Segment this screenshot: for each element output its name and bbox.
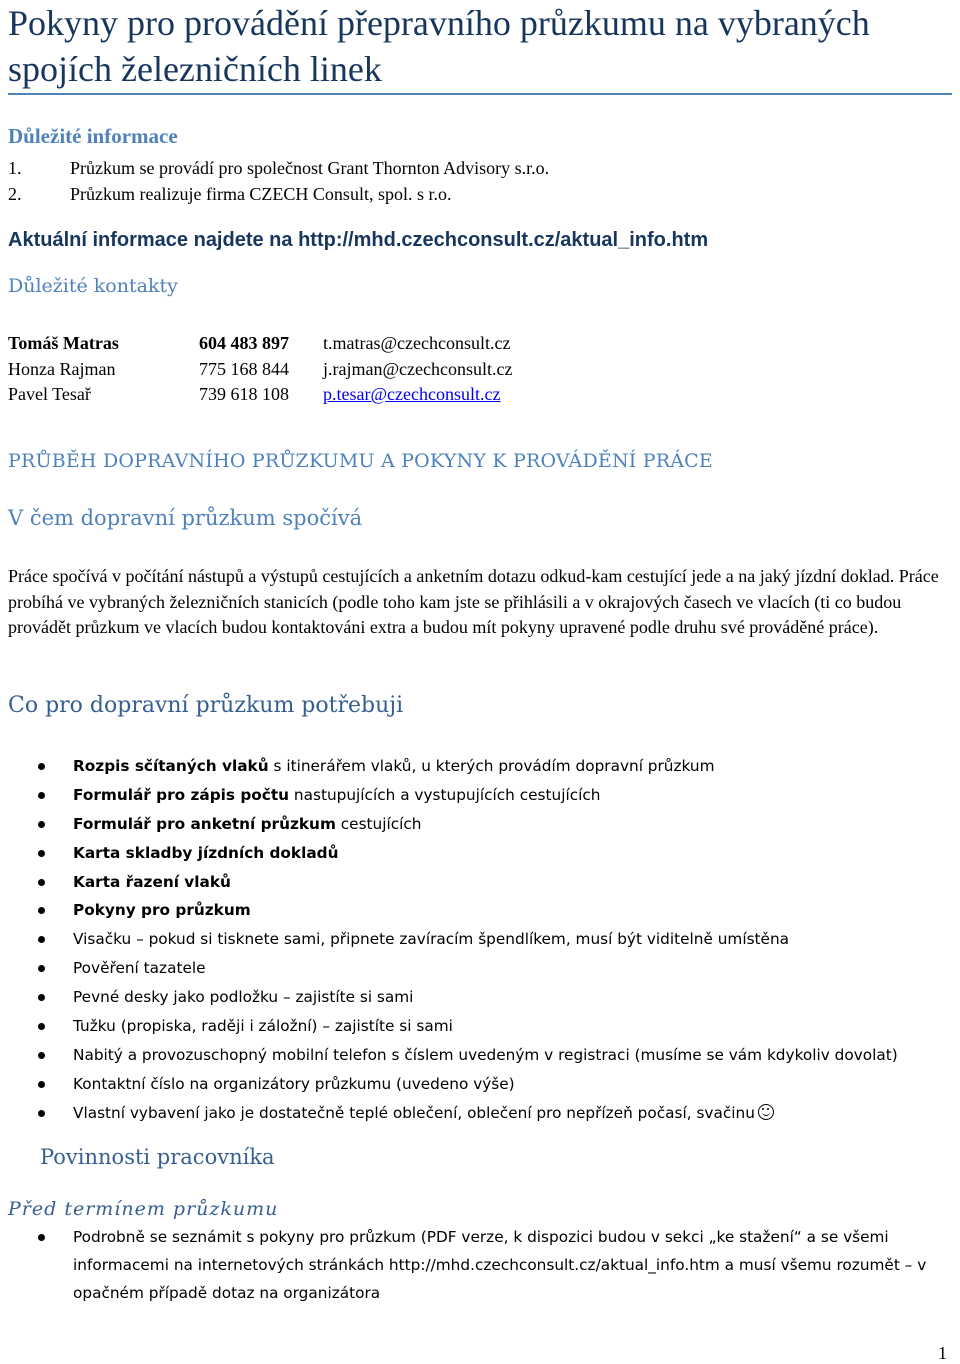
item-number: 2. <box>8 184 22 204</box>
item-text: Nabitý a provozuschopný mobilní telefon s číslem uvedeným v registraci (musíme se vám kdykoliv dovolat) <box>73 1045 898 1064</box>
list-item <box>0 1041 960 1070</box>
title-divider <box>8 93 952 95</box>
needs-list <box>0 752 960 1128</box>
contact-phone: 739 618 108 <box>199 384 289 404</box>
list-item <box>0 868 960 897</box>
bullet-icon <box>38 1234 45 1241</box>
list-item <box>0 896 960 925</box>
item-bold: Karta skladby jízdních dokladů <box>73 843 339 862</box>
contacts-heading: Důležité kontakty <box>8 275 178 297</box>
item-text: cestujících <box>335 814 422 833</box>
info-link-line: Aktuální informace najdete na http://mhd.czechconsult.cz/aktual_info.htm <box>8 229 709 251</box>
list-item <box>0 839 960 868</box>
list-item <box>0 781 960 810</box>
item-text: s itinerářem vlaků, u kterých provádím dopravní průzkum <box>268 757 715 775</box>
list-item <box>0 1099 960 1128</box>
item-bold: Pokyny pro průzkum <box>73 901 251 920</box>
bullet-icon <box>38 792 45 799</box>
bullet-icon <box>38 763 45 770</box>
item-text: Pověření tazatele <box>73 959 206 978</box>
bullet-icon <box>38 879 45 886</box>
item-bold: Rozpis sčítaných vlaků <box>73 757 269 775</box>
duties-heading: Povinnosti pracovníka <box>40 1145 275 1169</box>
item-number: 1. <box>8 158 22 178</box>
bullet-icon <box>38 1081 45 1088</box>
item-text: Tužku (propiska, raději i záložní) – zajistíte si sami <box>73 1017 453 1036</box>
section-heading: PRŮBĚH DOPRAVNÍHO PRŮZKUMU A POKYNY K PROVÁDĚNÍ PRÁCE <box>8 450 713 472</box>
item-text: Pevné desky jako podložku – zajistíte si sami <box>73 988 414 1007</box>
page-number: 1 <box>938 1343 947 1363</box>
what-is-heading: V čem dopravní průzkum spočívá <box>8 506 363 530</box>
contact-email: j.rajman@czechconsult.cz <box>323 358 513 379</box>
item-text: nastupujících a vystupujících cestujících <box>289 785 601 804</box>
bullet-icon <box>38 994 45 1001</box>
item-text: Podrobně se seznámit s pokyny pro průzkum (PDF verze, k dispozici budou v sekci „ke stažení“ a se všemi informacemi na internetových stránkách http://mhd.czechconsult.cz/aktual_info.htm a musí všemu rozumět – v opačném případě dotaz na organizátora <box>73 1228 927 1302</box>
list-item <box>0 983 960 1012</box>
item-text: Visačku – pokud si tisknete sami, připnete zavíracím špendlíkem, musí být viditelně umístěna <box>73 930 790 949</box>
bullet-icon <box>38 965 45 972</box>
bullet-icon <box>38 1110 45 1117</box>
item-text: Průzkum realizuje firma CZECH Consult, spol. s r.o. <box>70 184 452 204</box>
item-bold: Formulář pro anketní průzkum <box>73 814 336 833</box>
list-item <box>0 810 960 839</box>
important-info-item <box>8 181 549 207</box>
bullet-icon <box>38 1023 45 1030</box>
list-item <box>0 1223 960 1307</box>
list-item <box>0 752 960 781</box>
duties-list <box>0 1223 960 1307</box>
list-item <box>0 925 960 954</box>
bullet-icon <box>38 821 45 828</box>
what-is-paragraph: Práce spočívá v počítání nástupů a výstupů cestujících a anketním dotazu odkud-kam cestující jede a na jaký jízdní doklad. Práce probíhá ve vybraných železničních stanicích (podle toho kam jste se přihlásili a v okrajových časech ve vlacích (ti co budou provádět průzkum ve vlacích budou kontaktováni extra a budou mít pokyny upravené podle druhu své prováděné práce). <box>8 566 939 637</box>
item-text: Kontaktní číslo na organizátory průzkumu (uvedeno výše) <box>73 1074 515 1093</box>
important-info-heading: Důležité informace <box>8 124 178 148</box>
list-item <box>0 1012 960 1041</box>
list-item <box>0 954 960 983</box>
duties-subheading: Před termínem průzkumu <box>8 1198 279 1220</box>
contact-phone: 775 168 844 <box>199 358 289 379</box>
contact-email-link[interactable]: p.tesar@czechconsult.cz <box>323 384 501 404</box>
contact-name: Honza Rajman <box>8 358 116 379</box>
contact-name: Tomáš Matras <box>8 333 119 353</box>
contact-email: t.matras@czechconsult.cz <box>323 333 511 353</box>
important-info-list <box>8 155 549 207</box>
list-item <box>0 1070 960 1099</box>
document-title: Pokyny pro provádění přepravního průzkumu na vybraných spojích železničních linek <box>8 3 870 89</box>
smiley-icon <box>758 1104 774 1120</box>
important-info-item <box>8 155 549 181</box>
bullet-icon <box>38 1052 45 1059</box>
bullet-icon <box>38 850 45 857</box>
bullet-icon <box>38 907 45 914</box>
needs-heading: Co pro dopravní průzkum potřebuji <box>8 693 404 718</box>
item-bold: Karta řazení vlaků <box>73 872 231 891</box>
contact-phone: 604 483 897 <box>199 333 289 353</box>
item-text: Průzkum se provádí pro společnost Grant Thornton Advisory s.r.o. <box>70 158 550 178</box>
bullet-icon <box>38 936 45 943</box>
item-bold: Formulář pro zápis počtu <box>73 785 290 804</box>
contact-name: Pavel Tesař <box>8 384 91 404</box>
item-text: Vlastní vybavení jako je dostatečně teplé oblečení, oblečení pro nepřízeň počasí, svačinu <box>73 1103 755 1122</box>
